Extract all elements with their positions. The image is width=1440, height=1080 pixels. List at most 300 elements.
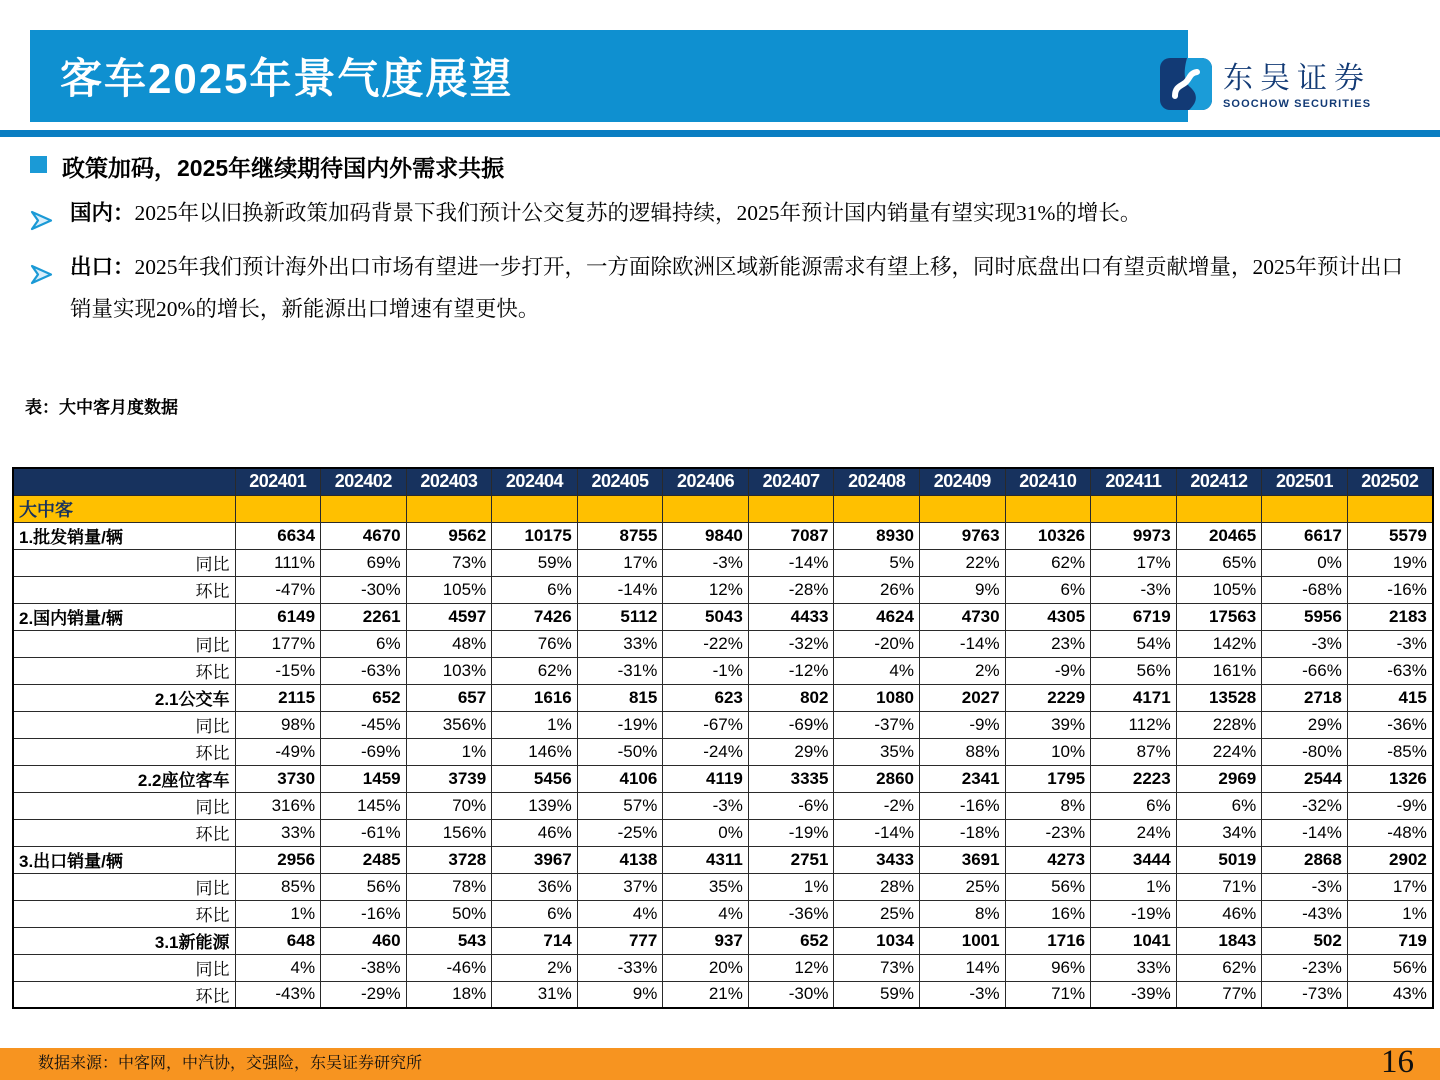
table-cell: 2229 (1005, 684, 1091, 711)
table-cell: 59% (492, 549, 578, 576)
table-cell: 5112 (577, 603, 663, 630)
table-row (13, 657, 1433, 684)
table-cell: 12% (748, 954, 834, 981)
table-cell: -23% (1262, 954, 1348, 981)
header-divider-line (0, 130, 1440, 137)
table-cell: 2% (492, 954, 578, 981)
table-row (13, 738, 1433, 765)
table-cell: -46% (406, 954, 492, 981)
table-cell: 70% (406, 792, 492, 819)
table-cell: 4624 (834, 603, 920, 630)
table-cell: 460 (321, 927, 407, 954)
row-label: 3.1新能源 (13, 927, 235, 954)
table-cell: 50% (406, 900, 492, 927)
table-cell: 4138 (577, 846, 663, 873)
table-cell: -18% (920, 819, 1006, 846)
table-cell: 22% (920, 549, 1006, 576)
company-name-cn: 东吴证券 (1223, 61, 1371, 95)
table-cell: 3739 (406, 765, 492, 792)
table-cell: 29% (748, 738, 834, 765)
table-cell: 652 (321, 684, 407, 711)
table-cell: 177% (235, 630, 321, 657)
table-cell: 2544 (1262, 765, 1348, 792)
table-cell: 57% (577, 792, 663, 819)
table-cell: -39% (1091, 981, 1177, 1008)
table-cell: 815 (577, 684, 663, 711)
table-cell: 14% (920, 954, 1006, 981)
table-cell: -43% (235, 981, 321, 1008)
table-cell: 224% (1176, 738, 1262, 765)
table-cell: 20465 (1176, 522, 1262, 549)
table-cell: 21% (663, 981, 749, 1008)
table-cell: -69% (321, 738, 407, 765)
table-cell: 25% (834, 900, 920, 927)
table-cell: 6634 (235, 522, 321, 549)
row-label: 2.1公交车 (13, 684, 235, 711)
table-cell: 2115 (235, 684, 321, 711)
table-corner-cell (13, 468, 235, 495)
table-cell: 77% (1176, 981, 1262, 1008)
table-cell: 719 (1347, 927, 1433, 954)
table-cell: -36% (748, 900, 834, 927)
table-cell: 543 (406, 927, 492, 954)
table-cell: 777 (577, 927, 663, 954)
table-cell: 3444 (1091, 846, 1177, 873)
footer-bar (0, 1044, 1440, 1080)
table-cell (920, 495, 1006, 522)
row-label: 环比 (13, 900, 235, 927)
table-cell: 9% (920, 576, 1006, 603)
arrow-bullet-icon (30, 258, 53, 300)
table-row (13, 981, 1433, 1008)
table-cell: 1% (235, 900, 321, 927)
table-cell: -32% (748, 630, 834, 657)
table-row (13, 603, 1433, 630)
table-column-header: 202402 (321, 468, 407, 495)
table-cell: -16% (1347, 576, 1433, 603)
table-cell: 25% (920, 873, 1006, 900)
row-label: 同比 (13, 873, 235, 900)
table-cell: -14% (577, 576, 663, 603)
table-cell: 35% (663, 873, 749, 900)
table-cell: -16% (321, 900, 407, 927)
table-cell: 8% (1005, 792, 1091, 819)
table-cell: 1% (492, 711, 578, 738)
table-cell: 20% (663, 954, 749, 981)
table-cell: 2183 (1347, 603, 1433, 630)
table-cell: -3% (1091, 576, 1177, 603)
table-cell: 2902 (1347, 846, 1433, 873)
table-cell: 3335 (748, 765, 834, 792)
table-cell: 4597 (406, 603, 492, 630)
table-cell: 0% (663, 819, 749, 846)
table-cell: 29% (1262, 711, 1348, 738)
table-cell: 112% (1091, 711, 1177, 738)
table-cell: 65% (1176, 549, 1262, 576)
table-cell: 16% (1005, 900, 1091, 927)
table-cell: 46% (492, 819, 578, 846)
table-cell: 4106 (577, 765, 663, 792)
table-cell: 8930 (834, 522, 920, 549)
table-cell: 4311 (663, 846, 749, 873)
table-cell: 76% (492, 630, 578, 657)
table-cell: 2956 (235, 846, 321, 873)
table-cell (1005, 495, 1091, 522)
table-cell: 111% (235, 549, 321, 576)
table-cell: 23% (1005, 630, 1091, 657)
table-cell: 4305 (1005, 603, 1091, 630)
table-cell: 10175 (492, 522, 578, 549)
table-cell: 1716 (1005, 927, 1091, 954)
table-cell: -19% (577, 711, 663, 738)
table-cell: -32% (1262, 792, 1348, 819)
table-cell: 17% (1347, 873, 1433, 900)
table-cell: 1326 (1347, 765, 1433, 792)
table-group-row (13, 495, 1433, 522)
table-group-label: 大中客 (13, 495, 235, 522)
table-cell: -30% (748, 981, 834, 1008)
table-cell: 156% (406, 819, 492, 846)
table-cell: 5019 (1176, 846, 1262, 873)
table-cell: -16% (920, 792, 1006, 819)
table-cell: 71% (1005, 981, 1091, 1008)
table-cell: -63% (321, 657, 407, 684)
table-cell: 1041 (1091, 927, 1177, 954)
table-cell: 69% (321, 549, 407, 576)
table-cell: -3% (920, 981, 1006, 1008)
table-cell: 33% (1091, 954, 1177, 981)
table-cell: 6% (1176, 792, 1262, 819)
table-cell: 4670 (321, 522, 407, 549)
table-cell: 502 (1262, 927, 1348, 954)
table-cell: 6617 (1262, 522, 1348, 549)
table-cell: -3% (1262, 630, 1348, 657)
table-cell: 2485 (321, 846, 407, 873)
table-cell: 36% (492, 873, 578, 900)
table-cell: -3% (663, 792, 749, 819)
bullet-section (30, 150, 1422, 343)
table-cell: -28% (748, 576, 834, 603)
monthly-data-table (12, 467, 1434, 1009)
table-cell: 652 (748, 927, 834, 954)
table-cell: 9840 (663, 522, 749, 549)
table-cell: 9562 (406, 522, 492, 549)
table-cell: -9% (1347, 792, 1433, 819)
table-cell: 802 (748, 684, 834, 711)
table-cell: 6% (1091, 792, 1177, 819)
company-name-en: SOOCHOW SECURITIES (1223, 97, 1372, 110)
table-cell: -31% (577, 657, 663, 684)
table-cell: 46% (1176, 900, 1262, 927)
table-cell: 139% (492, 792, 578, 819)
table-cell (1091, 495, 1177, 522)
table-cell: 4273 (1005, 846, 1091, 873)
table-cell: 33% (577, 630, 663, 657)
bullet-domestic-label: 国内： (70, 201, 135, 225)
table-cell: 9% (577, 981, 663, 1008)
table-cell: 26% (834, 576, 920, 603)
table-cell: -14% (748, 549, 834, 576)
table-cell: 1% (1091, 873, 1177, 900)
table-cell: 2751 (748, 846, 834, 873)
bullet-export-label: 出口： (70, 254, 135, 279)
table-cell: 228% (1176, 711, 1262, 738)
table-cell: -38% (321, 954, 407, 981)
table-cell: -23% (1005, 819, 1091, 846)
table-cell: 1459 (321, 765, 407, 792)
table-cell: 648 (235, 927, 321, 954)
table-cell: 48% (406, 630, 492, 657)
table-row (13, 765, 1433, 792)
table-column-header: 202403 (406, 468, 492, 495)
row-label: 2.国内销量/辆 (13, 603, 235, 630)
table-cell: -67% (663, 711, 749, 738)
table-cell: 56% (1347, 954, 1433, 981)
table-cell (492, 495, 578, 522)
table-cell: 3691 (920, 846, 1006, 873)
page-number: 16 (1381, 1044, 1414, 1080)
table-cell: -19% (1091, 900, 1177, 927)
square-bullet-icon (30, 156, 47, 173)
table-cell: 24% (1091, 819, 1177, 846)
bullet-domestic-text: 2025年以旧换新政策加码背景下我们预计公交复苏的逻辑持续，2025年预计国内销量有望实现31%的增长。 (134, 201, 1142, 225)
table-cell: -61% (321, 819, 407, 846)
table-cell: 4119 (663, 765, 749, 792)
table-cell: -49% (235, 738, 321, 765)
table-cell: 96% (1005, 954, 1091, 981)
table-cell: 5% (834, 549, 920, 576)
table-cell: 6719 (1091, 603, 1177, 630)
table-row (13, 954, 1433, 981)
table-cell: -37% (834, 711, 920, 738)
table-cell: 9763 (920, 522, 1006, 549)
table-row (13, 846, 1433, 873)
table-cell: 88% (920, 738, 1006, 765)
table-column-header: 202401 (235, 468, 321, 495)
table-cell: 5579 (1347, 522, 1433, 549)
table-cell: -36% (1347, 711, 1433, 738)
table-cell: 5456 (492, 765, 578, 792)
table-cell: 73% (834, 954, 920, 981)
table-cell: 1001 (920, 927, 1006, 954)
table-cell (663, 495, 749, 522)
table-cell: 56% (321, 873, 407, 900)
table-column-header: 202410 (1005, 468, 1091, 495)
table-cell (1262, 495, 1348, 522)
table-cell: -45% (321, 711, 407, 738)
table-cell: -69% (748, 711, 834, 738)
table-cell: 5043 (663, 603, 749, 630)
table-cell: 12% (663, 576, 749, 603)
table-cell (577, 495, 663, 522)
row-label: 同比 (13, 954, 235, 981)
table-cell: 34% (1176, 819, 1262, 846)
table-cell: 85% (235, 873, 321, 900)
table-row (13, 684, 1433, 711)
company-logo (1160, 58, 1371, 115)
table-column-header: 202412 (1176, 468, 1262, 495)
row-label: 同比 (13, 630, 235, 657)
table-cell: 3728 (406, 846, 492, 873)
table-header-row (13, 468, 1433, 495)
table-cell: -12% (748, 657, 834, 684)
table-cell: 2% (920, 657, 1006, 684)
table-cell: 17% (1091, 549, 1177, 576)
table-cell: 7087 (748, 522, 834, 549)
table-cell: 18% (406, 981, 492, 1008)
table-cell (748, 495, 834, 522)
table-cell: 6149 (235, 603, 321, 630)
table-cell: 33% (235, 819, 321, 846)
table-cell: -22% (663, 630, 749, 657)
table-cell: 145% (321, 792, 407, 819)
table-cell: -48% (1347, 819, 1433, 846)
table-cell: -66% (1262, 657, 1348, 684)
monthly-data-table-wrap (12, 467, 1432, 1009)
slide-title-bar (30, 30, 1188, 122)
table-cell: 1080 (834, 684, 920, 711)
table-cell: 4730 (920, 603, 1006, 630)
table-cell: -73% (1262, 981, 1348, 1008)
table-cell: 3967 (492, 846, 578, 873)
table-cell: 78% (406, 873, 492, 900)
table-cell: 56% (1005, 873, 1091, 900)
table-cell: 4171 (1091, 684, 1177, 711)
table-cell: -14% (834, 819, 920, 846)
table-cell: 1% (748, 873, 834, 900)
table-cell: 3730 (235, 765, 321, 792)
row-label: 环比 (13, 981, 235, 1008)
table-cell: 0% (1262, 549, 1348, 576)
table-cell: 937 (663, 927, 749, 954)
table-cell: 1795 (1005, 765, 1091, 792)
table-cell (235, 495, 321, 522)
table-cell: 10326 (1005, 522, 1091, 549)
page-title: 客车2025年景气度展望 (60, 55, 514, 102)
table-cell (834, 495, 920, 522)
table-cell: 6% (1005, 576, 1091, 603)
table-row (13, 549, 1433, 576)
table-cell: -3% (1262, 873, 1348, 900)
row-label: 环比 (13, 576, 235, 603)
table-cell: 4% (577, 900, 663, 927)
table-cell: 4% (235, 954, 321, 981)
table-cell: 8755 (577, 522, 663, 549)
row-label: 1.批发销量/辆 (13, 522, 235, 549)
table-cell: 2223 (1091, 765, 1177, 792)
row-label: 环比 (13, 738, 235, 765)
table-row (13, 522, 1433, 549)
row-label: 3.出口销量/辆 (13, 846, 235, 873)
bullet-export (30, 247, 1422, 331)
table-row (13, 819, 1433, 846)
table-cell: -47% (235, 576, 321, 603)
table-cell: 161% (1176, 657, 1262, 684)
table-column-header: 202411 (1091, 468, 1177, 495)
bullet-domestic (30, 193, 1422, 235)
table-cell: -15% (235, 657, 321, 684)
table-cell: 59% (834, 981, 920, 1008)
table-cell: 31% (492, 981, 578, 1008)
table-cell: 2261 (321, 603, 407, 630)
table-cell: 19% (1347, 549, 1433, 576)
table-cell: 2027 (920, 684, 1006, 711)
table-cell: -6% (748, 792, 834, 819)
table-cell: 62% (1176, 954, 1262, 981)
table-cell: 13528 (1176, 684, 1262, 711)
table-cell: 142% (1176, 630, 1262, 657)
table-cell: 28% (834, 873, 920, 900)
table-row (13, 873, 1433, 900)
table-cell: 316% (235, 792, 321, 819)
table-column-header: 202404 (492, 468, 578, 495)
table-cell: 2341 (920, 765, 1006, 792)
table-cell: 8% (920, 900, 1006, 927)
main-bullet (30, 150, 1422, 183)
arrow-bullet-icon (30, 204, 53, 246)
table-cell: 105% (406, 576, 492, 603)
row-label: 同比 (13, 711, 235, 738)
soochow-s-mark-icon (1160, 58, 1212, 115)
table-cell: 35% (834, 738, 920, 765)
table-row (13, 927, 1433, 954)
table-cell: 62% (1005, 549, 1091, 576)
table-row (13, 630, 1433, 657)
table-cell: -50% (577, 738, 663, 765)
table-cell: 4% (834, 657, 920, 684)
table-cell: 6% (321, 630, 407, 657)
table-cell: 623 (663, 684, 749, 711)
table-cell: 2868 (1262, 846, 1348, 873)
table-cell (1347, 495, 1433, 522)
row-label: 环比 (13, 657, 235, 684)
table-row (13, 792, 1433, 819)
table-cell: -20% (834, 630, 920, 657)
table-cell: 2969 (1176, 765, 1262, 792)
table-cell: 4% (663, 900, 749, 927)
table-column-header: 202408 (834, 468, 920, 495)
data-source-text: 数据来源：中客网，中汽协，交强险，东吴证券研究所 (38, 1055, 423, 1072)
table-cell: 9973 (1091, 522, 1177, 549)
table-cell: 657 (406, 684, 492, 711)
table-cell (1176, 495, 1262, 522)
table-cell: -25% (577, 819, 663, 846)
table-cell: 54% (1091, 630, 1177, 657)
company-logo-text (1223, 61, 1372, 110)
table-cell: 10% (1005, 738, 1091, 765)
table-cell: 415 (1347, 684, 1433, 711)
table-cell: -24% (663, 738, 749, 765)
table-cell: -43% (1262, 900, 1348, 927)
table-cell: -3% (1347, 630, 1433, 657)
table-column-header: 202409 (920, 468, 1006, 495)
table-cell: -14% (1262, 819, 1348, 846)
table-cell: 1034 (834, 927, 920, 954)
table-column-header: 202501 (1262, 468, 1348, 495)
table-column-header: 202406 (663, 468, 749, 495)
table-cell: 1616 (492, 684, 578, 711)
table-cell: 2860 (834, 765, 920, 792)
table-cell: 62% (492, 657, 578, 684)
table-cell: 105% (1176, 576, 1262, 603)
table-cell: 6% (492, 900, 578, 927)
table-cell: 6% (492, 576, 578, 603)
table-cell: -63% (1347, 657, 1433, 684)
table-cell: 4433 (748, 603, 834, 630)
table-cell: 56% (1091, 657, 1177, 684)
table-cell: -30% (321, 576, 407, 603)
table-column-header: 202502 (1347, 468, 1433, 495)
